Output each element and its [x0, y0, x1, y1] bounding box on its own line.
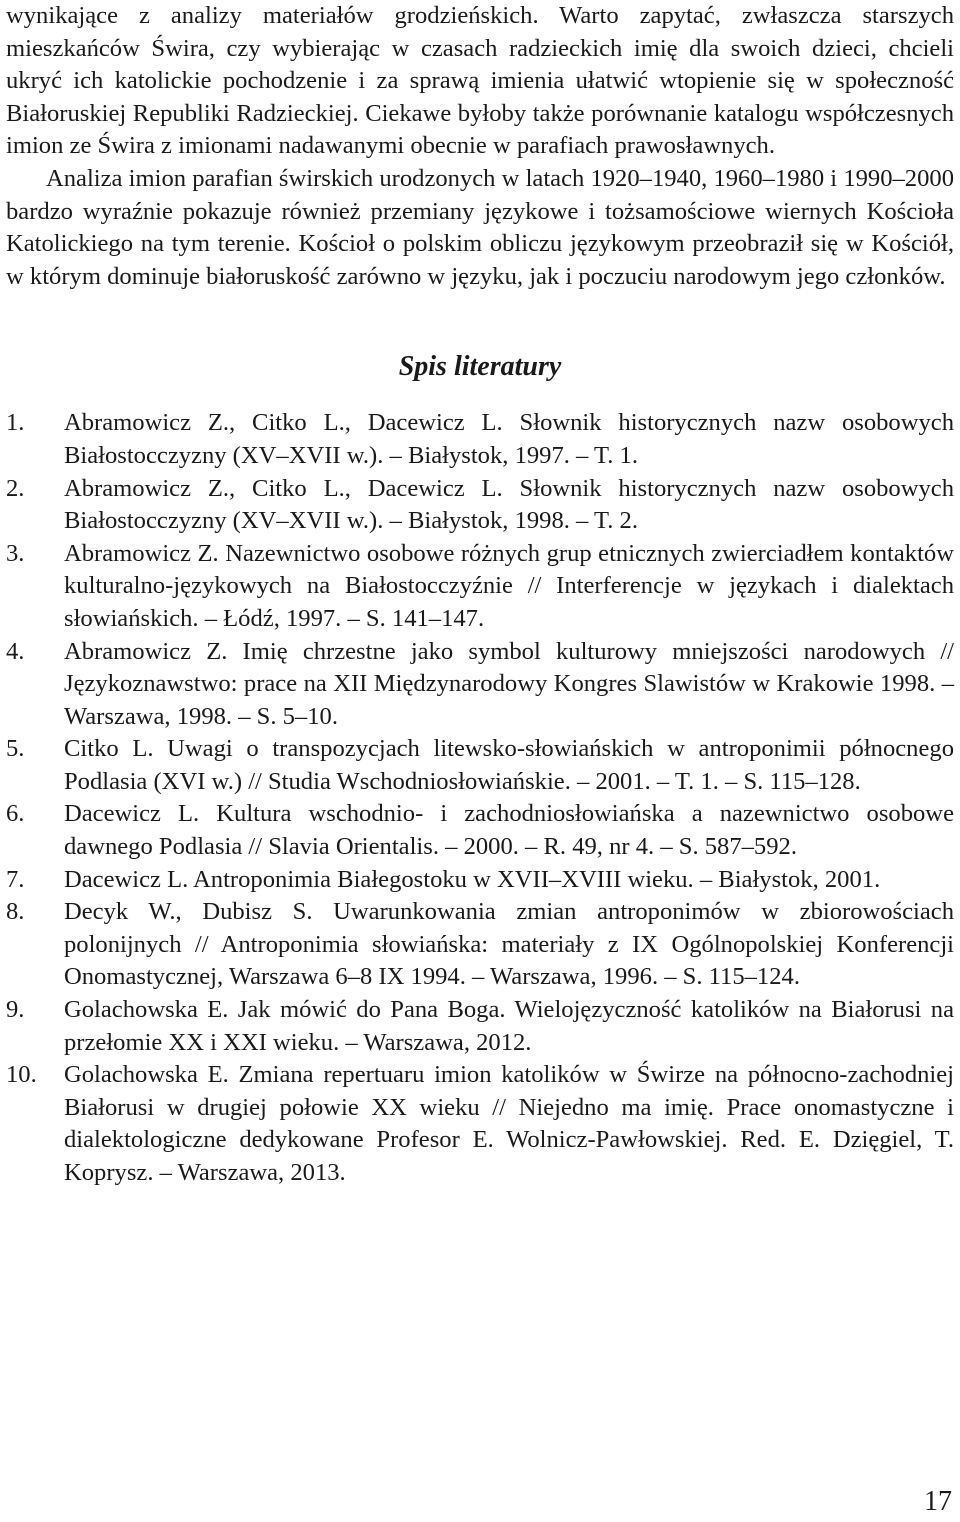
reference-item [6, 473, 954, 538]
reference-item [6, 864, 954, 897]
reference-text: Abramowicz Z., Citko L., Dacewicz L. Słownik historycznych nazw osobowych Białostocczyzny (XV–XVII w.). – Białystok, 1998. – T. 2. [64, 474, 954, 535]
reference-number: 1. [6, 409, 25, 437]
reference-text: Citko L. Uwagi o transpozycjach litewsko-słowiańskich w antroponimii północnego Podlasia (XVI w.) // Studia Wschodniosłowiańskie. – 2001. – T. 1. – S. 115–128. [64, 735, 954, 795]
reference-text: Abramowicz Z., Citko L., Dacewicz L. Słownik historycznych nazw osobowych Białostocczyzny (XV–XVII w.). – Białystok, 1997. – T. 1. [64, 409, 954, 469]
reference-item [6, 407, 954, 472]
reference-number: 7. [6, 865, 25, 893]
reference-item [6, 896, 954, 994]
reference-number: 10. [6, 1061, 37, 1089]
reference-text: Decyk W., Dubisz S. Uwarunkowania zmian antroponimów w zbiorowościach polonijnych // Antroponimia słowiańska: materiały z IX Ogólnopolskiej Konferencji Onomastycznej, Warszawa 6–8 IX 1994. – Warszawa, 1996. – S. 115–124. [64, 898, 954, 991]
reference-text: Golachowska E. Jak mówić do Pana Boga. Wielojęzyczność katolików na Białorusi na przełomie XX i XXI wieku. – Warszawa, 2012. [64, 996, 954, 1056]
section-heading-bibliography: Spis literatury [398, 351, 562, 383]
reference-item [6, 994, 954, 1059]
body-paragraph-2: Analiza imion parafian świrskich urodzonych w latach 1920–1940, 1960–1980 i 1990–2000 bardzo wyraźnie pokazuje również przemiany językowe i tożsamościowe wiernych Kościoła Katolickiego na tym terenie. Kościoł o polskim obliczu językowym przeobraził się w Kościół, w którym dominuje białoruskość zarówno w języku, jak i poczuciu narodowym jego członków. [6, 164, 954, 290]
reference-item [6, 538, 954, 636]
page-number: 17 [924, 1486, 952, 1517]
reference-number: 5. [6, 735, 25, 763]
reference-text: Dacewicz L. Antroponimia Białegostoku w XVII–XVIII wieku. – Białystok, 2001. [64, 865, 881, 893]
reference-item [6, 798, 954, 863]
reference-number: 9. [6, 996, 25, 1024]
reference-item [6, 636, 954, 734]
reference-number: 6. [6, 800, 25, 828]
reference-text: Abramowicz Z. Imię chrzestne jako symbol kulturowy mniejszości narodowych // Językoznawstwo: prace na XII Międzynarodowy Kongres Slawistów w Krakowie 1998. – Warszawa, 1998. – S. 5–10. [64, 637, 954, 730]
reference-text: Dacewicz L. Kultura wschodnio- i zachodniosłowiańska a nazewnictwo osobowe dawnego Podlasia // Slavia Orientalis. – 2000. – R. 49, nr 4. – S. 587–592. [64, 800, 954, 861]
reference-number: 2. [6, 474, 25, 502]
reference-number: 3. [6, 539, 25, 567]
page-content [6, 0, 954, 1190]
reference-item [6, 1059, 954, 1189]
reference-list [6, 407, 954, 1189]
reference-number: 4. [6, 637, 25, 665]
reference-item [6, 733, 954, 798]
reference-number: 8. [6, 898, 25, 926]
reference-text: Golachowska E. Zmiana repertuaru imion katolików w Świrze na północno-zachodniej Białorusi w drugiej połowie XX wieku // Niejedno ma imię. Prace onomastyczne i dialektologiczne dedykowane Profesor E. Wolnicz-Pawłowskiej. Red. E. Dzięgiel, T. Koprysz. – Warszawa, 2013. [64, 1061, 954, 1186]
reference-text: Abramowicz Z. Nazewnictwo osobowe różnych grup etnicznych zwierciadłem kontaktów kulturalno-językowych na Białostocczyźnie // Interferencje w językach i dialektach słowiańskich. – Łódź, 1997. – S. 141–147. [64, 539, 954, 632]
body-paragraph-1: wynikające z analizy materiałów grodzieńskich. Warto zapytać, zwłaszcza starszych mieszkańców Świra, czy wybierając w czasach radzieckich imię dla swoich dzieci, chcieli ukryć ich katolickie pochodzenie i za sprawą imienia ułatwić wtopienie się w społeczność Białoruskiej Republiki Radzieckiej. Ciekawe byłoby także porównanie katalogu współczesnych imion ze Świra z imionami nadawanymi obecnie w parafiach prawosławnych. [6, 2, 954, 160]
